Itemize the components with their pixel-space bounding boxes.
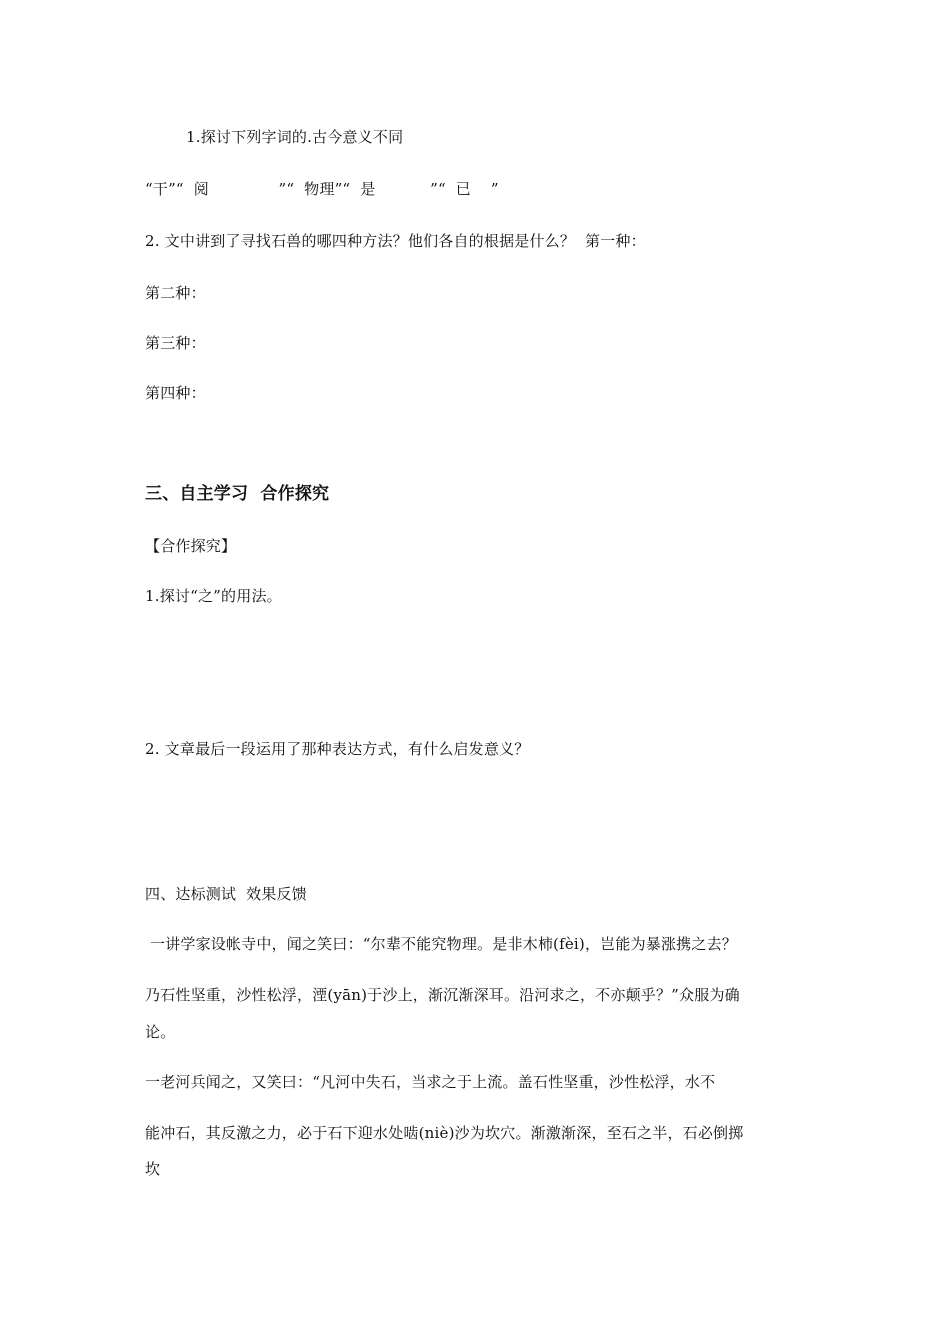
section-three-heading: 三、自主学习 合作探究 xyxy=(145,484,330,504)
passage-line: 能冲石，其反激之力，必于石下迎水处啮(niè)沙为坎穴。渐激渐深，至石之半，石必倒掷 xyxy=(145,1124,744,1142)
method-third-label: 第三种： xyxy=(145,334,206,352)
passage-line: 一讲学家设帐寺中，闻之笑曰：“尔辈不能究物理。是非木柿(fèi)，岂能为暴涨携之去？ xyxy=(145,935,737,953)
passage-line: 论。 xyxy=(145,1023,176,1041)
cooperative-inquiry-label: 【合作探究】 xyxy=(145,537,237,555)
passage-line: 乃石性坚重，沙性松浮，湮(yān)于沙上，渐沉渐深耳。沿河求之，不亦颠乎？”众服为确 xyxy=(145,986,740,1004)
question-2-four-methods: 2. 文中讲到了寻找石兽的哪四种方法？他们各自的根据是什么？ 第一种： xyxy=(145,232,646,250)
method-second-label: 第二种： xyxy=(145,284,206,302)
passage-line: 一老河兵闻之，又笑曰：“凡河中失石，当求之于上流。盖石性坚重，沙性松浮，水不 xyxy=(145,1073,716,1091)
question-1-ancient-modern-meaning: 1.探讨下列字词的.古今意义不同 xyxy=(186,128,404,146)
method-fourth-label: 第四种： xyxy=(145,384,206,402)
section-four-heading: 四、达标测试 效果反馈 xyxy=(145,885,307,903)
passage-line: 坎 xyxy=(145,1160,161,1178)
question-1-word-list: “干”“ 阅 ”“ 物理”“ 是 ”“ 已 ” xyxy=(145,180,499,198)
inquiry-question-1: 1.探讨“之”的用法。 xyxy=(145,587,282,605)
inquiry-question-2: 2. 文章最后一段运用了那种表达方式，有什么启发意义？ xyxy=(145,740,530,758)
